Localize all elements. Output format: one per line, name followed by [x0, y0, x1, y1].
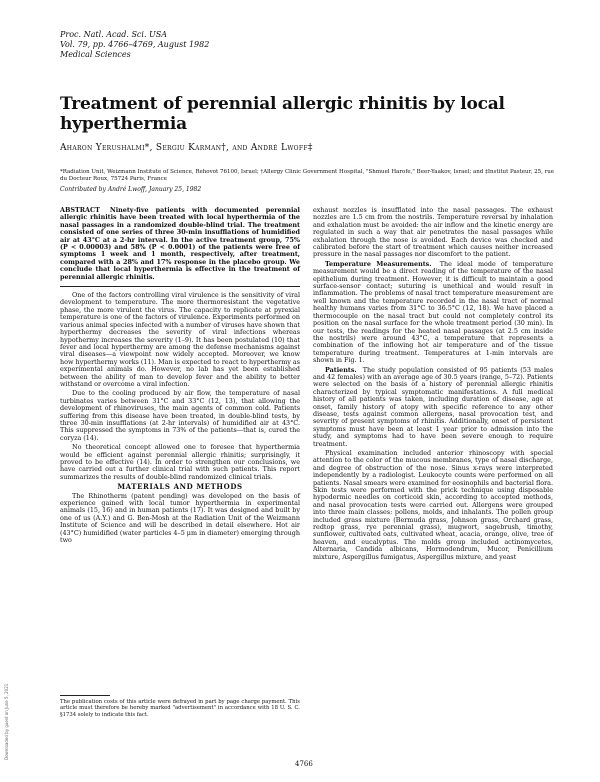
patients-paragraph: [313, 367, 553, 448]
download-note-text: Downloaded by guest on June 5, 2021: [4, 683, 9, 760]
temperature-paragraph: [313, 261, 553, 365]
contributed-by: Contributed by André Lwoff, January 25, 1982: [60, 186, 202, 193]
methods-paragraph: The Rhinotherm (patent pending) was developed on the basis of experience gained with local tumor hyperthermia in experimental animals (15, 16) and in human patients (17). It was designed and built by one of us (A.Y.) and G. Ben-Mosh at the Radiation Unit of the Weizmann Institute of Science and will be described in detail elsewhere. Hot air (43°C) humidified (water particles 4–5 μm in diameter) emerging through two: [60, 491, 300, 545]
journal-masthead: [60, 30, 209, 60]
journal-volume: Vol. 79, pp. 4766–4769, August 1982: [60, 40, 210, 49]
intro-paragraph: No theoretical concept allowed one to foresee that hyperthermia would be efficient against perennial allergic rhinitis; surprisingly, it proved to be effective (14). In order to strengthen our conclusions, we have carried out a further clinical trial with such patients. This report summarizes the results of double-blind randomized clinical trials.: [60, 443, 300, 481]
temperature-text: The ideal mode of temperature measurement would be a direct reading of the temperature of the nasal epithelium during treatment. However, it is difficult to maintain a good surface-sensor contact; suturing is unethical and would result in inflammation. The problems of nasal tract temperature measurement are well known and the temperature recorded in the nasal tract of normal healthy humans varies from 31°C to 36.5°C (12, 18). We have placed a thermocouple on the nasal tract but could not completely control its position on the nasal surface for the whole treatment period (30 min). In our tests, the readings for the heated nasal passages (at 2.5 cm inside the nostrils) were around 43°C, a temperature that represents a combination of the inflowing hot air temperature and of the tissue temperature during treatment. Temperatures at 1-min intervals are shown in Fig. 1.: [313, 259, 553, 365]
journal-name: Proc. Natl. Acad. Sci. USA: [60, 30, 168, 39]
abstract: [60, 207, 300, 281]
abstract-label: ABSTRACT: [60, 206, 100, 214]
abstract-text: Ninety-five patients with documented perennial allergic rhinitis have been treated with local hyperthermia of the nasal passages in a randomized double-blind trial. The treatment consisted of one series of three 30-min insufflations of humidified air at 43°C at a 2-hr interval. In the active treatment group, 75% (P < 0.00003) and 58% (P < 0.0001) of the patients were free of symptoms 1 week and 1 month, respectively, after treatment, compared with a 28% and 17% response in the placebo group. We conclude that local hyperthermia is effective in the treatment of perennial allergic rhinitis.: [60, 206, 300, 281]
footnote: [60, 695, 300, 718]
left-column: [60, 207, 300, 546]
intro-paragraph: One of the factors controlling viral virulence is the sensitivity of viral development to temperature. The more thermoresistant the vegetative phase, the more virulent the virus. The capacity to replicate at pyrexial temperature is one of the factors of virulence. Experiments performed on various animal species infected with a number of viruses have shown that hyperthermy decreases the severity of viral infections whereas hypothermy increases the severity (1–9). It has been postulated (10) that fever and local hyperthermy are among the defense mechanisms against viral diseases—a viewpoint now widely accepted. Moreover, we know how hyperthermy works (11). Man is expected to react to hyperthermy as experimental animals do. However, no lab has yet been established between the ability of man to develop fever and the ability to better withstand or overcome a viral infection.: [60, 291, 300, 388]
page-number: 4766: [295, 760, 313, 768]
journal-section: Medical Sciences: [60, 50, 131, 59]
download-margin-note: [4, 560, 14, 760]
footnote-text: The publication costs of this article were defrayed in part by page charge payment. This article must therefore be hereby marked "advertisement" in accordance with 18 U. S. C. §1734 solely to indicate this fact.: [60, 699, 300, 718]
methods-heading: MATERIALS AND METHODS: [117, 482, 243, 492]
examination-paragraph: Physical examination included anterior rhinoscopy with special attention to the color of the mucous membranes, type of nasal discharge, and degree of obstruction of the nose. Sinus x-rays were interpreted independently by a radiologist. Leukocyte counts were performed on all patients. Nasal smears were examined for eosinophils and bacterial flora. Skin tests were performed with the prick technique using disposable hypodermic needles on corticoid skin, according to accepted methods, and nasal provocation tests were carried out. Allergens were grouped into three main classes: pollens, molds, and inhalants. The pollen group included grass mixture (Bermuda grass, Johnson grass, Orchard grass, redtop grass, rye perennial grass), mugwort, sagebrush, timothy, sunflower, cultivated oats, cultivated wheat, acacia, orange, olive, tree of heaven, and eucalyptus. The molds group included actinomycetes, Alternaria, Candida albicans, Hormodendrum, Mucor, Penicillium mixture, Aspergillus fumigatus, Aspergillus mixture, and yeast: [313, 449, 553, 561]
temperature-subheading: Temperature Measurements.: [325, 259, 432, 268]
footnote-rule: [60, 695, 110, 696]
paper-title: Treatment of perennial allergic rhinitis by local hyperthermia: [60, 94, 505, 134]
methods-continued-paragraph: exhaust nozzles is insufflated into the nasal passages. The exhaust nozzles are 1.5 cm from the nostrils. Temperature reversal by inhalation and exhalation must be avoided: the air inflow and the kinetic energy are regulated in such a way that air penetrates the nasal passages while exhalation through the nose is avoided. Each device was checked and calibrated before the start of treatment which causes neither increased pressure in the nasal passages nor discomfort to the patient.: [313, 206, 553, 259]
right-column: [313, 207, 553, 563]
patients-text: The study population consisted of 95 patients (53 males and 42 females) with an average age of 30.5 years (range, 5–72). Patients were selected on the basis of a history of perennial allergic rhinitis characterized by typical symptomatic manifestations. A full medical history of all patients was taken, including duration of disease, age at onset, family history of atopy with specific reference to any other disease, tests against common allergens, nasal provocation test, and severity of present symptoms of rhinitis. Additionally, onset of persistent symptoms must have been at least 1 year prior to admission into the study, and symptoms had to have been severe enough to require treatment.: [313, 365, 553, 448]
intro-paragraph: Due to the cooling produced by air flow, the temperature of nasal turbinates varies between 31°C and 33°C (12, 13), that allowing the development of rhinoviruses, the main agents of common cold. Patients suffering from this disease have been treated, in double-blind tests, by three 30-min insufflations (at 2-hr intervals) of humidified air at 43°C. This suppressed the symptoms in 73% of the patients—that is, cured the coryza (14).: [60, 389, 300, 442]
affiliations: *Radiation Unit, Weizmann Institute of Science, Rehovot 76100, Israel; †Allergy Clinic Government Hospital, "Shmuel Harofe," Beer-Yaakov, Israel; and ‡Institut Pasteur, 25, rue du Docteur Roux, 75724 Paris, France: [60, 169, 555, 182]
author-list: Aharon Yerushalmi*, Sergiu Karman†, and André Lwoff‡: [60, 143, 313, 153]
patients-subheading: Patients.: [325, 365, 357, 374]
abstract-divider: [60, 286, 300, 287]
